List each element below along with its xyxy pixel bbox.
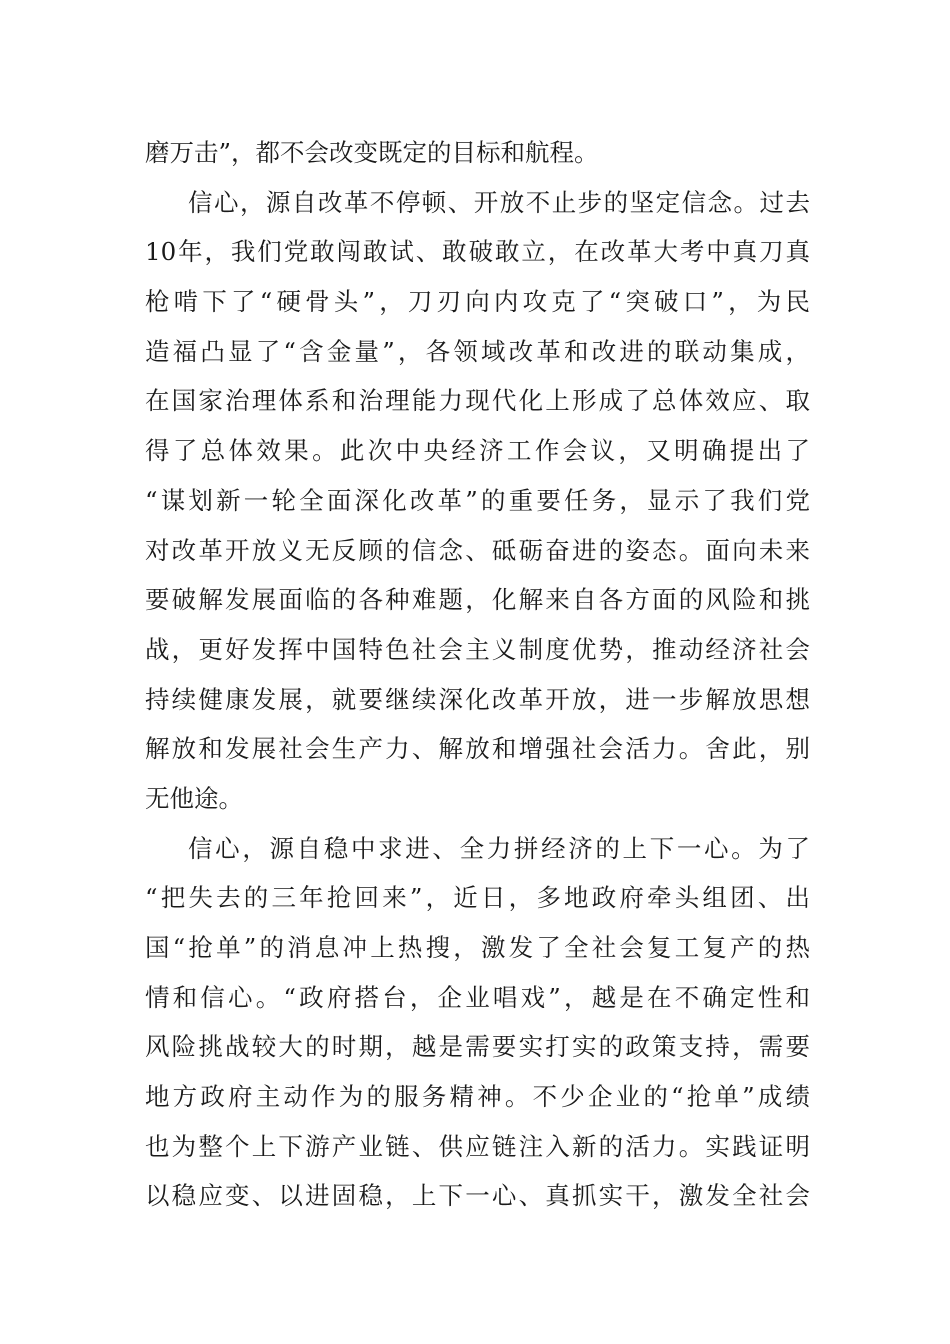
text-line: 对改革开放义无反顾的信念、砥砺奋进的姿态。面向未来 (145, 535, 810, 565)
text-line: 国“抢单”的消息冲上热搜，激发了全社会复工复产的热 (145, 933, 810, 962)
text-line: 得了总体效果。此次中央经济工作会议，又明确提出了 (145, 436, 810, 466)
text-line: 信心，源自稳中求进、全力拼经济的上下一心。为了 (188, 833, 810, 863)
text-line: 无他途。 (145, 783, 243, 813)
body-text (145, 128, 810, 1221)
text-line: 也为整个上下游产业链、供应链注入新的活力。实践证明 (145, 1131, 810, 1161)
text-line: 要破解发展面临的各种难题，化解来自各方面的风险和挑 (145, 585, 810, 615)
text-line: 枪啃下了“硬骨头”，刀刃向内攻克了“突破口”，为民 (145, 287, 810, 317)
text-line: 战，更好发挥中国特色社会主义制度优势，推动经济社会 (145, 634, 810, 664)
text-line: 解放和发展社会生产力、解放和增强社会活力。舍此，别 (145, 734, 810, 764)
text-line: 风险挑战较大的时期，越是需要实打实的政策支持，需要 (145, 1032, 810, 1062)
text-line: 磨万击”，都不会改变既定的目标和航程。 (145, 138, 599, 167)
paragraph-reform-confidence (145, 178, 810, 824)
text-line: 在国家治理体系和治理能力现代化上形成了总体效应、取 (145, 386, 810, 416)
text-line: “把失去的三年抢回来”，近日，多地政府牵头组团、出 (145, 883, 810, 913)
text-line: 造福凸显了“含金量”，各领域改革和改进的联动集成， (145, 336, 810, 366)
text-line: 持续健康发展，就要继续深化改革开放，进一步解放思想 (145, 684, 810, 714)
text-line: 10年，我们党敢闯敢试、敢破敢立，在改革大考中真刀真 (145, 237, 810, 267)
text-line: 以稳应变、以进固稳，上下一心、真抓实干，激发全社会 (145, 1181, 810, 1211)
text-line: “谋划新一轮全面深化改革”的重要任务，显示了我们党 (145, 485, 810, 515)
text-line: 情和信心。“政府搭台，企业唱戏”，越是在不确定性和 (145, 982, 810, 1012)
text-line: 地方政府主动作为的服务精神。不少企业的“抢单”成绩 (145, 1082, 810, 1112)
paragraph-unity-confidence (145, 824, 810, 1222)
paragraph-continuation (145, 128, 810, 178)
text-line: 信心，源自改革不停顿、开放不止步的坚定信念。过去 (188, 187, 810, 217)
